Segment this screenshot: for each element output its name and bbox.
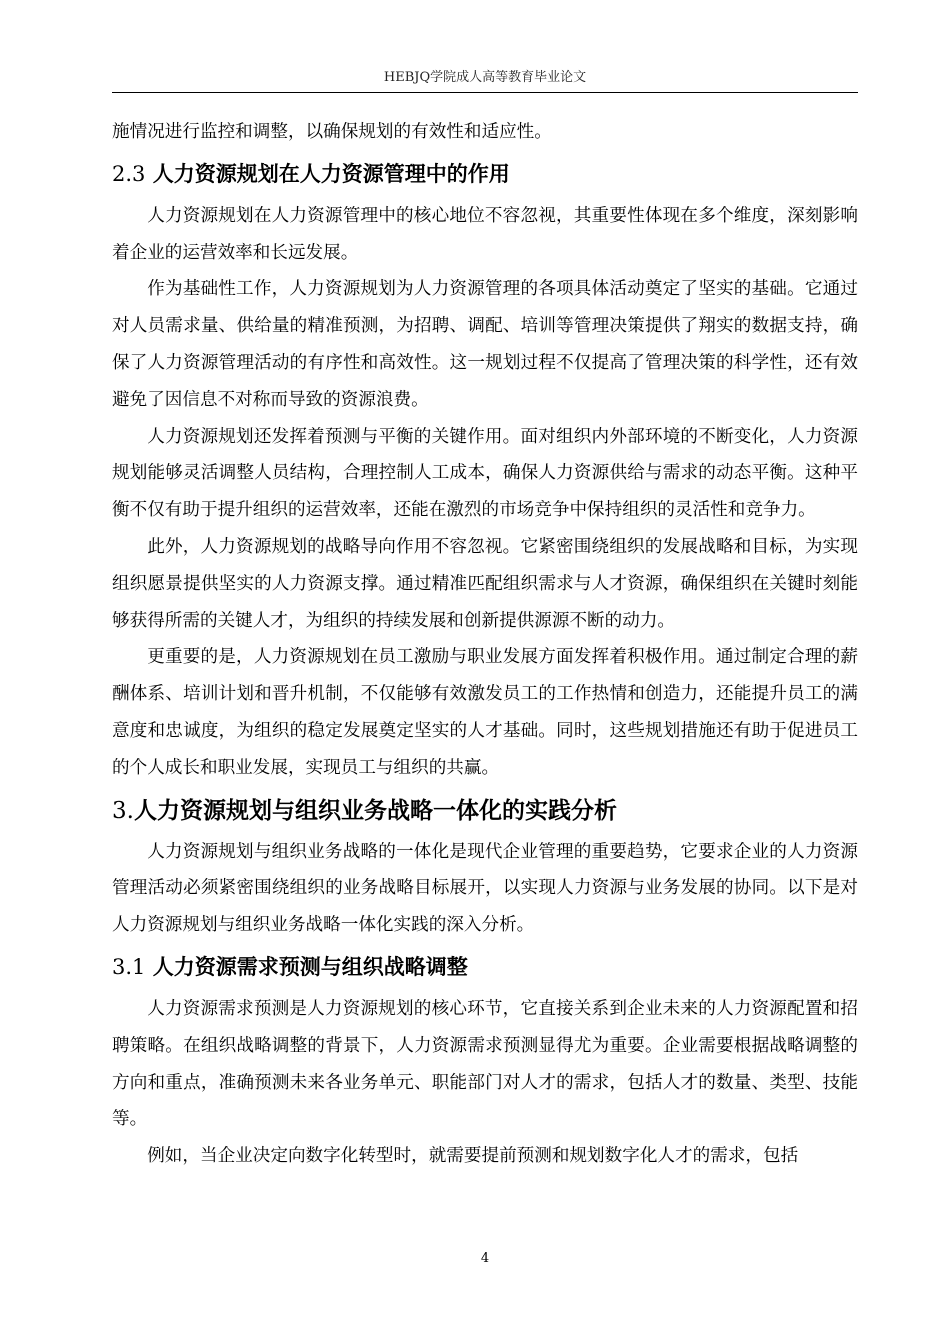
body-paragraph: 人力资源规划与组织业务战略的一体化是现代企业管理的重要趋势，它要求企业的人力资源管理活动必须紧密围绕组织的业务战略目标展开，以实现人力资源与业务发展的协同。以下是对人力资源规划与组织业务战略一体化实践的深入分析。 xyxy=(112,841,858,936)
body-paragraph: 人力资源需求预测是人力资源规划的核心环节，它直接关系到企业未来的人力资源配置和招聘策略。在组织战略调整的背景下，人力资源需求预测显得尤为重要。企业需要根据战略调整的方向和重点，准确预测未来各业务单元、职能部门对人才的需求，包括人才的数量、类型、技能等。 xyxy=(112,998,858,1130)
section-number: 3.1 xyxy=(112,954,146,979)
section-title: 人力资源需求预测与组织战略调整 xyxy=(152,954,468,979)
section-title: 人力资源规划在人力资源管理中的作用 xyxy=(152,161,510,186)
running-header: HEBJQ学院成人高等教育毕业论文 xyxy=(383,70,587,85)
header-divider xyxy=(112,92,858,93)
page-body xyxy=(112,114,858,1175)
section-2-3-heading xyxy=(112,162,858,186)
body-paragraph: 更重要的是，人力资源规划在员工激励与职业发展方面发挥着积极作用。通过制定合理的薪酬体系、培训计划和晋升机制，不仅能够有效激发员工的工作热情和创造力，还能提升员工的满意度和忠诚度，为组织的稳定发展奠定坚实的人才基础。同时，这些规划措施还有助于促进员工的个人成长和职业发展，实现员工与组织的共赢。 xyxy=(112,647,858,778)
section-number: 2.3 xyxy=(112,161,146,186)
section-3-1-heading xyxy=(112,955,858,979)
body-paragraph: 人力资源规划在人力资源管理中的核心地位不容忽视，其重要性体现在多个维度，深刻影响着企业的运营效率和长远发展。 xyxy=(112,205,858,263)
body-paragraph: 作为基础性工作，人力资源规划为人力资源管理的各项具体活动奠定了坚实的基础。它通过对人员需求量、供给量的精准预测，为招聘、调配、培训等管理决策提供了翔实的数据支持，确保了人力资源管理活动的有序性和高效性。这一规划过程不仅提高了管理决策的科学性，还有效避免了因信息不对称而导致的资源浪费。 xyxy=(112,279,858,410)
section-number: 3. xyxy=(112,797,134,824)
section-3-heading xyxy=(112,797,858,825)
continuation-paragraph: 施情况进行监控和调整，以确保规划的有效性和适应性。 xyxy=(112,122,552,142)
body-paragraph: 例如，当企业决定向数字化转型时，就需要提前预测和规划数字化人才的需求，包括 xyxy=(147,1146,799,1167)
body-paragraph: 此外，人力资源规划的战略导向作用不容忽视。它紧密围绕组织的发展战略和目标，为实现组织愿景提供坚实的人力资源支撑。通过精准匹配组织需求与人才资源，确保组织在关键时刻能够获得所需的关键人才，为组织的持续发展和创新提供源源不断的动力。 xyxy=(112,536,858,631)
section-title: 人力资源规划与组织业务战略一体化的实践分析 xyxy=(133,797,617,824)
body-paragraph: 人力资源规划还发挥着预测与平衡的关键作用。面对组织内外部环境的不断变化，人力资源规划能够灵活调整人员结构，合理控制人工成本，确保人力资源供给与需求的动态平衡。这种平衡不仅有助于提升组织的运营效率，还能在激烈的市场竞争中保持组织的灵活性和竞争力。 xyxy=(112,426,858,521)
page-number: 4 xyxy=(480,1251,490,1266)
